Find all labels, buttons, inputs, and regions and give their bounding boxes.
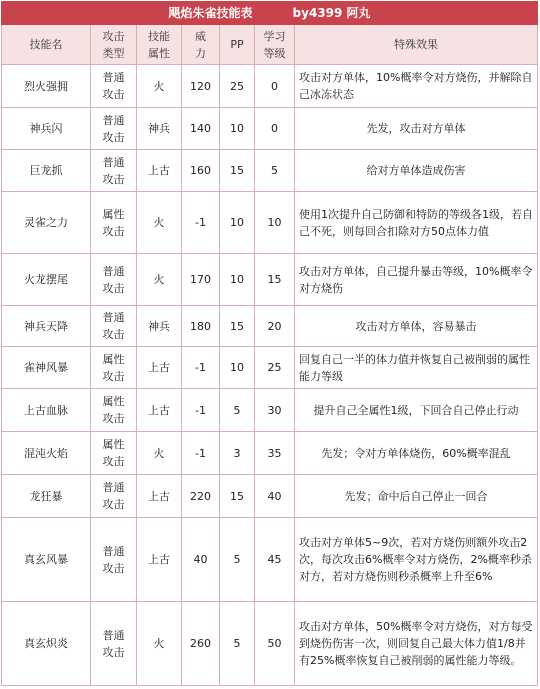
cell-pp: 5 xyxy=(220,602,255,686)
cell-level: 35 xyxy=(255,432,295,475)
header-pp: PP xyxy=(220,25,255,65)
cell-power: -1 xyxy=(182,389,220,432)
cell-attr: 火 xyxy=(137,432,182,475)
cell-attr: 上古 xyxy=(137,518,182,602)
cell-effect: 给对方单体造成伤害 xyxy=(295,150,538,192)
cell-name: 火龙摆尾 xyxy=(2,254,91,306)
cell-name: 神兵闪 xyxy=(2,108,91,150)
cell-name: 混沌火焰 xyxy=(2,432,91,475)
cell-attr: 神兵 xyxy=(137,306,182,347)
cell-type: 普通 攻击 xyxy=(91,150,137,192)
header-effect: 特殊效果 xyxy=(295,25,538,65)
cell-pp: 10 xyxy=(220,254,255,306)
table-row xyxy=(2,254,538,306)
cell-attr: 上古 xyxy=(137,475,182,518)
cell-power: 140 xyxy=(182,108,220,150)
cell-power: 180 xyxy=(182,306,220,347)
cell-pp: 10 xyxy=(220,108,255,150)
table-row xyxy=(2,108,538,150)
cell-pp: 15 xyxy=(220,475,255,518)
table-row xyxy=(2,389,538,432)
cell-power: -1 xyxy=(182,432,220,475)
table-row xyxy=(2,602,538,686)
cell-effect: 提升自己全属性1级，下回合自己停止行动 xyxy=(295,389,538,432)
table-row xyxy=(2,150,538,192)
cell-type: 普通 攻击 xyxy=(91,254,137,306)
cell-level: 40 xyxy=(255,475,295,518)
cell-attr: 火 xyxy=(137,602,182,686)
table-row xyxy=(2,306,538,347)
cell-type: 普通 攻击 xyxy=(91,518,137,602)
cell-power: -1 xyxy=(182,347,220,389)
cell-level: 10 xyxy=(255,192,295,254)
cell-power: 40 xyxy=(182,518,220,602)
cell-attr: 神兵 xyxy=(137,108,182,150)
cell-name: 上古血脉 xyxy=(2,389,91,432)
cell-power: 220 xyxy=(182,475,220,518)
cell-attr: 上古 xyxy=(137,347,182,389)
header-power: 威 力 xyxy=(182,25,220,65)
table-title-cell xyxy=(2,2,538,25)
cell-attr: 火 xyxy=(137,254,182,306)
cell-pp: 10 xyxy=(220,347,255,389)
cell-type: 属性 攻击 xyxy=(91,347,137,389)
cell-name: 雀神风暴 xyxy=(2,347,91,389)
cell-pp: 3 xyxy=(220,432,255,475)
cell-level: 25 xyxy=(255,347,295,389)
cell-name: 灵雀之力 xyxy=(2,192,91,254)
cell-name: 神兵天降 xyxy=(2,306,91,347)
cell-effect: 攻击对方单体，10%概率令对方烧伤，并解除自己冰冻状态 xyxy=(295,65,538,108)
cell-level: 0 xyxy=(255,108,295,150)
cell-name: 烈火强拥 xyxy=(2,65,91,108)
cell-power: 260 xyxy=(182,602,220,686)
header-name: 技能名 xyxy=(2,25,91,65)
cell-level: 0 xyxy=(255,65,295,108)
table-row xyxy=(2,475,538,518)
cell-type: 普通 攻击 xyxy=(91,108,137,150)
cell-type: 属性 攻击 xyxy=(91,389,137,432)
cell-level: 5 xyxy=(255,150,295,192)
cell-pp: 15 xyxy=(220,306,255,347)
title-row xyxy=(2,2,538,25)
table-title: 飓焰朱雀技能表 xyxy=(168,6,253,20)
cell-level: 50 xyxy=(255,602,295,686)
header-type: 攻击 类型 xyxy=(91,25,137,65)
cell-type: 普通 攻击 xyxy=(91,602,137,686)
cell-power: 120 xyxy=(182,65,220,108)
cell-effect: 攻击对方单体，50%概率令对方烧伤，对方每受到烧伤伤害一次，则回复自己最大体力值1/8并有25%概率恢复自己被削弱的属性能力等级。 xyxy=(295,602,538,686)
cell-attr: 上古 xyxy=(137,150,182,192)
cell-type: 属性 攻击 xyxy=(91,432,137,475)
cell-pp: 5 xyxy=(220,518,255,602)
cell-level: 30 xyxy=(255,389,295,432)
table-row xyxy=(2,347,538,389)
table-row xyxy=(2,432,538,475)
cell-effect: 攻击对方单体，容易暴击 xyxy=(295,306,538,347)
header-level: 学习 等级 xyxy=(255,25,295,65)
cell-effect: 先发；命中后自己停止一回合 xyxy=(295,475,538,518)
cell-effect: 使用1次提升自己防御和特防的等级各1级，若自己不死，则每回合扣除对方50点体力值 xyxy=(295,192,538,254)
cell-attr: 上古 xyxy=(137,389,182,432)
table-row xyxy=(2,192,538,254)
cell-effect: 攻击对方单体，自己提升暴击等级，10%概率令对方烧伤 xyxy=(295,254,538,306)
cell-pp: 25 xyxy=(220,65,255,108)
cell-power: -1 xyxy=(182,192,220,254)
header-attr: 技能 属性 xyxy=(137,25,182,65)
cell-effect: 先发；令对方单体烧伤，60%概率混乱 xyxy=(295,432,538,475)
cell-power: 170 xyxy=(182,254,220,306)
skill-table-container xyxy=(1,1,537,686)
cell-pp: 10 xyxy=(220,192,255,254)
cell-pp: 15 xyxy=(220,150,255,192)
cell-pp: 5 xyxy=(220,389,255,432)
cell-power: 160 xyxy=(182,150,220,192)
cell-type: 普通 攻击 xyxy=(91,475,137,518)
header-row xyxy=(2,25,538,65)
cell-type: 普通 攻击 xyxy=(91,306,137,347)
skill-table xyxy=(1,1,538,686)
cell-level: 20 xyxy=(255,306,295,347)
cell-effect: 攻击对方单体5~9次，若对方烧伤则额外攻击2次，每次攻击6%概率令对方烧伤，2%概率秒杀对方，若对方烧伤则秒杀概率上升至6% xyxy=(295,518,538,602)
cell-name: 巨龙抓 xyxy=(2,150,91,192)
cell-name: 龙狂暴 xyxy=(2,475,91,518)
cell-type: 属性 攻击 xyxy=(91,192,137,254)
cell-type: 普通 攻击 xyxy=(91,65,137,108)
cell-name: 真玄风暴 xyxy=(2,518,91,602)
cell-name: 真玄炽炎 xyxy=(2,602,91,686)
cell-level: 15 xyxy=(255,254,295,306)
table-row xyxy=(2,65,538,108)
cell-effect: 先发，攻击对方单体 xyxy=(295,108,538,150)
cell-attr: 火 xyxy=(137,65,182,108)
table-row xyxy=(2,518,538,602)
table-byline: by4399 阿丸 xyxy=(292,6,371,20)
cell-level: 45 xyxy=(255,518,295,602)
cell-effect: 回复自己一半的体力值并恢复自己被削弱的属性能力等级 xyxy=(295,347,538,389)
cell-attr: 火 xyxy=(137,192,182,254)
